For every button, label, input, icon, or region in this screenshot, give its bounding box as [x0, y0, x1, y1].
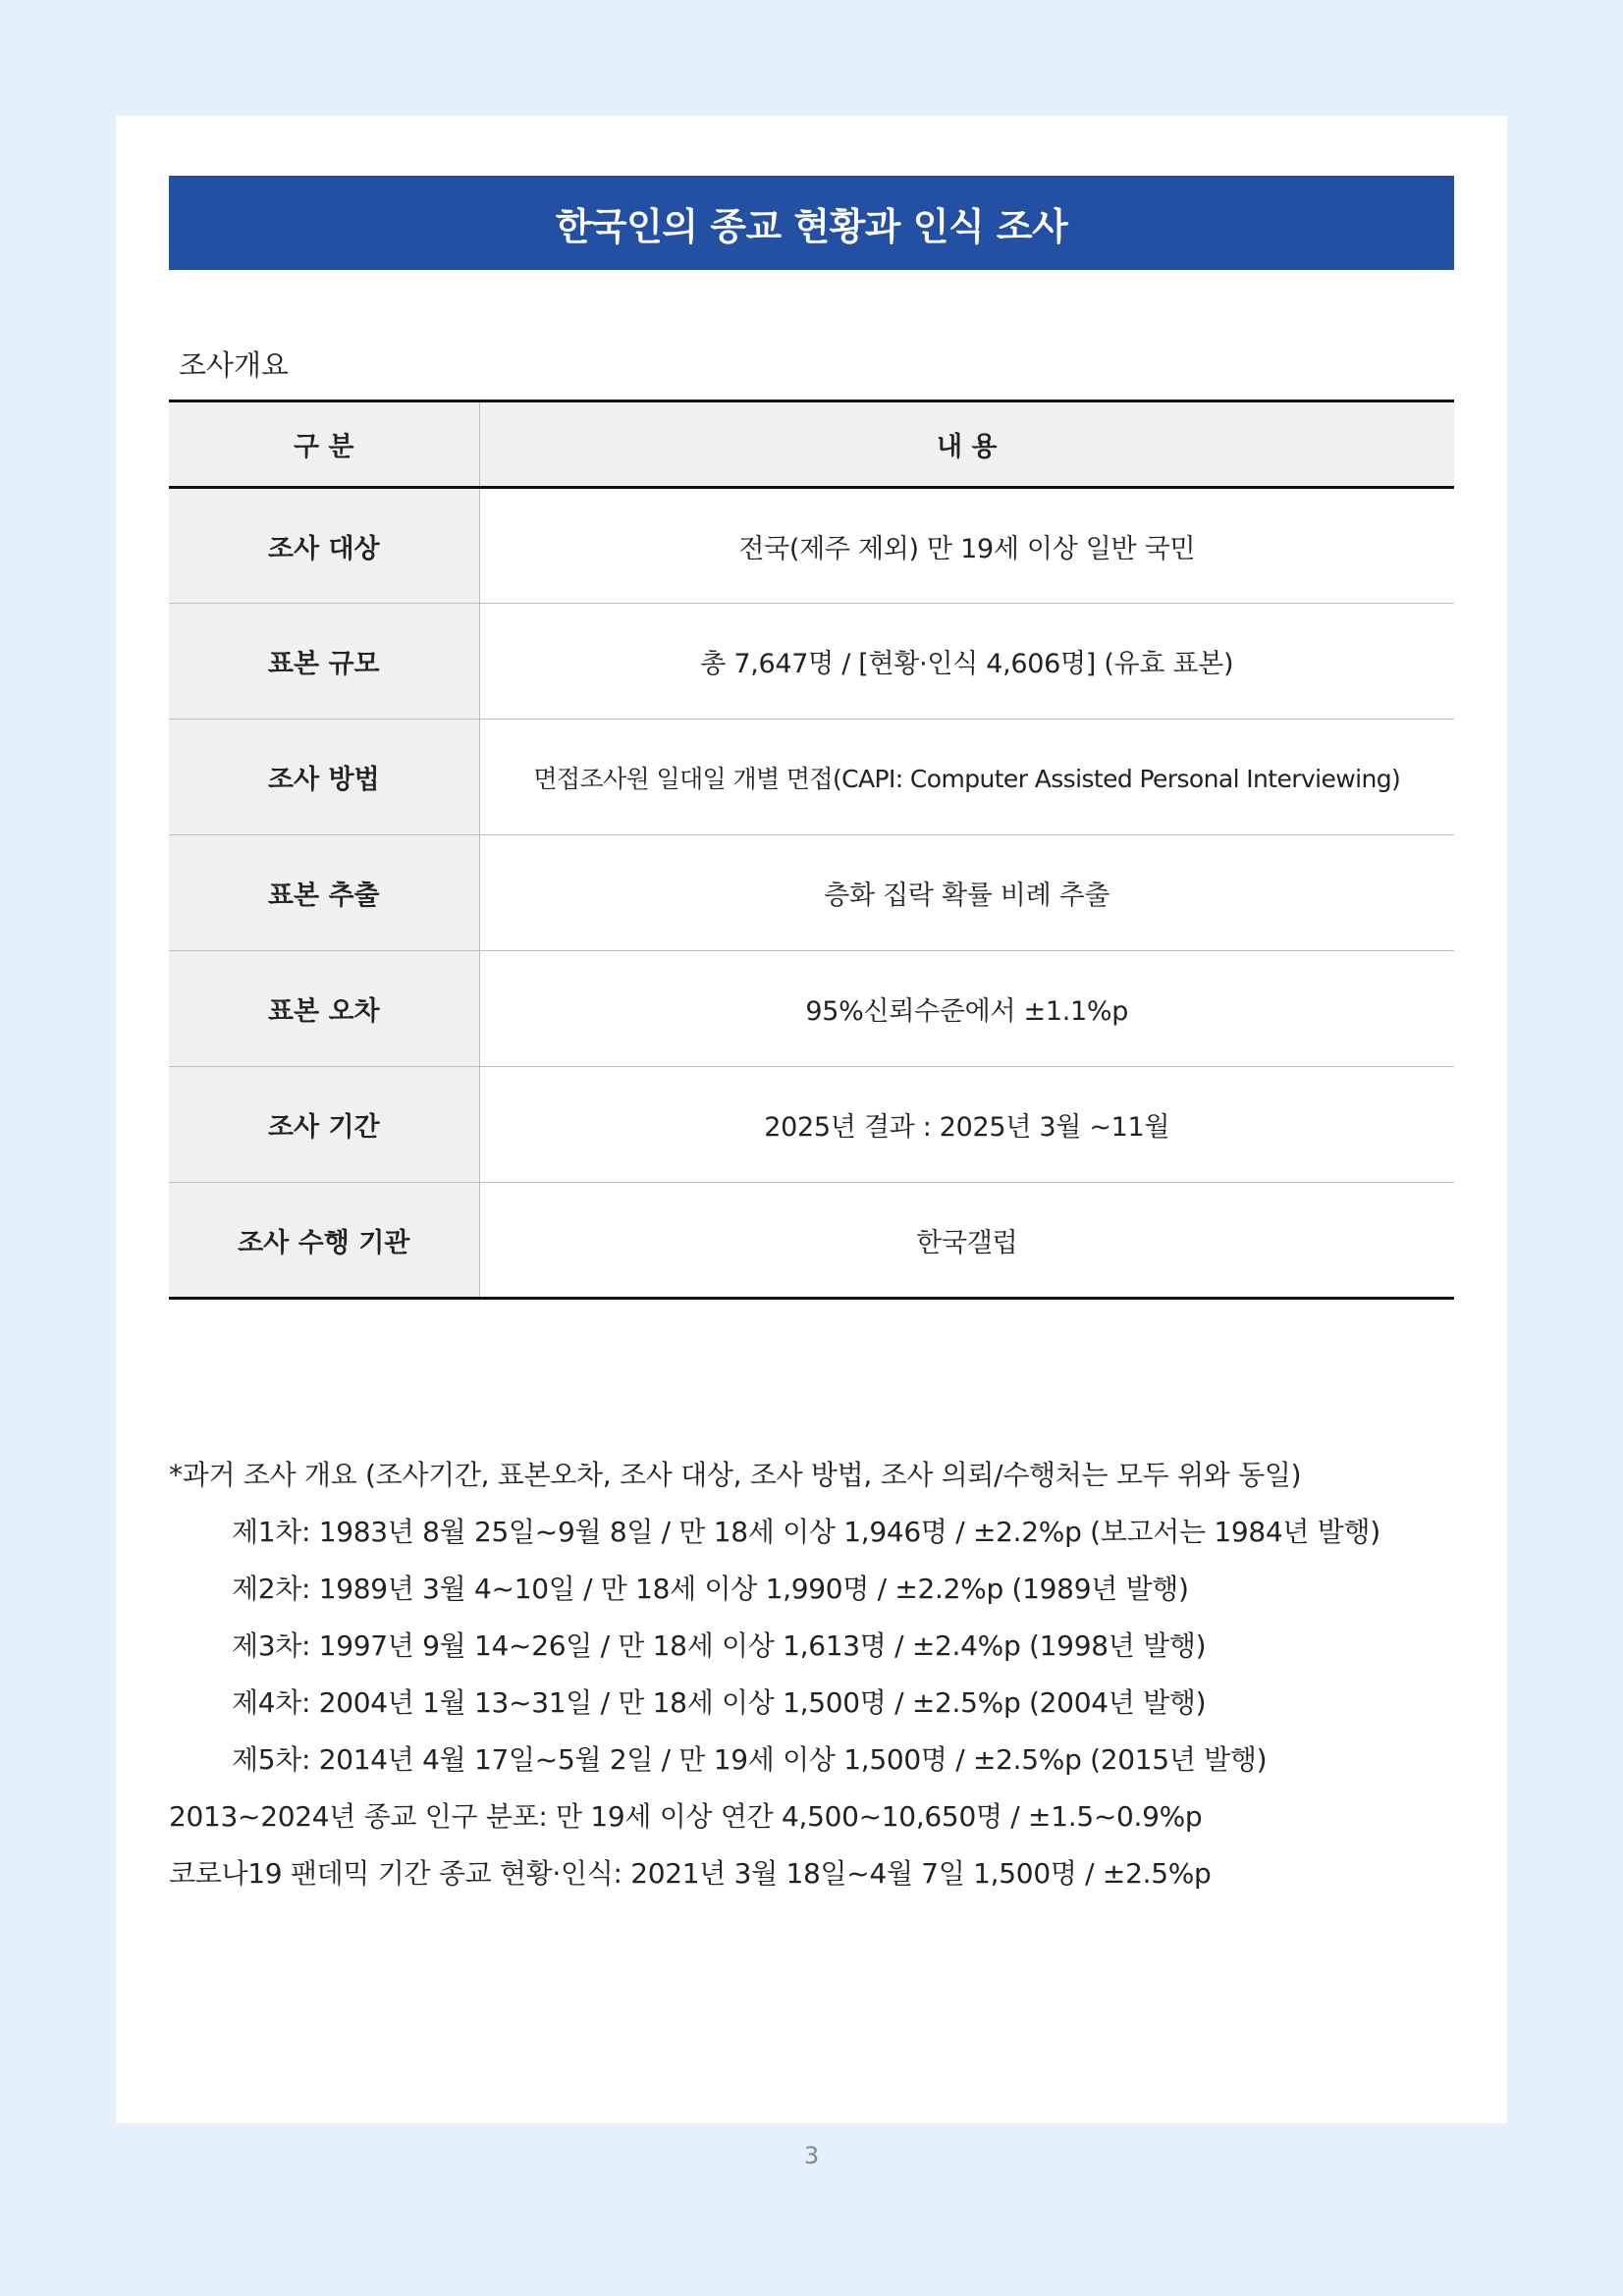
row-value: 면접조사원 일대일 개별 면접(CAPI: Computer Assisted Personal Interviewing): [479, 720, 1454, 835]
row-value: 전국(제주 제외) 만 19세 이상 일반 국민: [479, 488, 1454, 604]
header-content: 내 용: [479, 401, 1454, 488]
row-label: 표본 오차: [169, 951, 479, 1067]
table-row: [169, 488, 1454, 604]
note-religion-population: 2013~2024년 종교 인구 분포: 만 19세 이상 연간 4,500~10,650명 / ±1.5~0.9%p: [169, 1800, 1203, 1833]
row-label: 조사 방법: [169, 720, 479, 835]
row-label: 조사 수행 기관: [169, 1183, 479, 1299]
row-value: 층화 집락 확률 비례 추출: [479, 835, 1454, 951]
row-value: 95%신뢰수준에서 ±1.1%p: [479, 951, 1454, 1067]
survey-overview-table: [169, 400, 1454, 1300]
row-label: 조사 기간: [169, 1067, 479, 1183]
document-title: 한국인의 종교 현황과 인식 조사: [555, 204, 1068, 248]
document-page: [116, 116, 1507, 2123]
note-round-5: 제5차: 2014년 4월 17일~5월 2일 / 만 19세 이상 1,500명 / ±2.5%p (2015년 발행): [232, 1743, 1268, 1776]
note-covid-period: 코로나19 팬데믹 기간 종교 현황·인식: 2021년 3월 18일~4월 7일 1,500명 / ±2.5%p: [169, 1857, 1212, 1890]
note-round-3: 제3차: 1997년 9월 14~26일 / 만 18세 이상 1,613명 / ±2.4%p (1998년 발행): [232, 1629, 1207, 1662]
past-survey-notes: [169, 1447, 1475, 1902]
table-row: [169, 951, 1454, 1067]
title-banner: [169, 176, 1454, 270]
table-row: [169, 835, 1454, 951]
note-round-4: 제4차: 2004년 1월 13~31일 / 만 18세 이상 1,500명 / ±2.5%p (2004년 발행): [232, 1686, 1207, 1719]
table-row: [169, 604, 1454, 720]
section-label: 조사개요: [179, 348, 290, 382]
page-number: 3: [803, 2142, 820, 2169]
row-value: 한국갤럽: [479, 1183, 1454, 1299]
header-category: 구 분: [169, 401, 479, 488]
table-header-row: [169, 401, 1454, 488]
row-label: 표본 규모: [169, 604, 479, 720]
note-round-2: 제2차: 1989년 3월 4~10일 / 만 18세 이상 1,990명 / ±2.2%p (1989년 발행): [232, 1573, 1189, 1605]
row-value: 2025년 결과 : 2025년 3월 ~11월: [479, 1067, 1454, 1183]
notes-intro: *과거 조사 개요 (조사기간, 표본오차, 조사 대상, 조사 방법, 조사 의뢰/수행처는 모두 위와 동일): [169, 1459, 1302, 1491]
row-value: 총 7,647명 / [현황·인식 4,606명] (유효 표본): [479, 604, 1454, 720]
note-round-1: 제1차: 1983년 8월 25일~9월 8일 / 만 18세 이상 1,946명 / ±2.2%p (보고서는 1984년 발행): [232, 1516, 1380, 1548]
table-row: [169, 720, 1454, 835]
table-row: [169, 1067, 1454, 1183]
row-label: 표본 추출: [169, 835, 479, 951]
row-label: 조사 대상: [169, 488, 479, 604]
table-row: [169, 1183, 1454, 1299]
